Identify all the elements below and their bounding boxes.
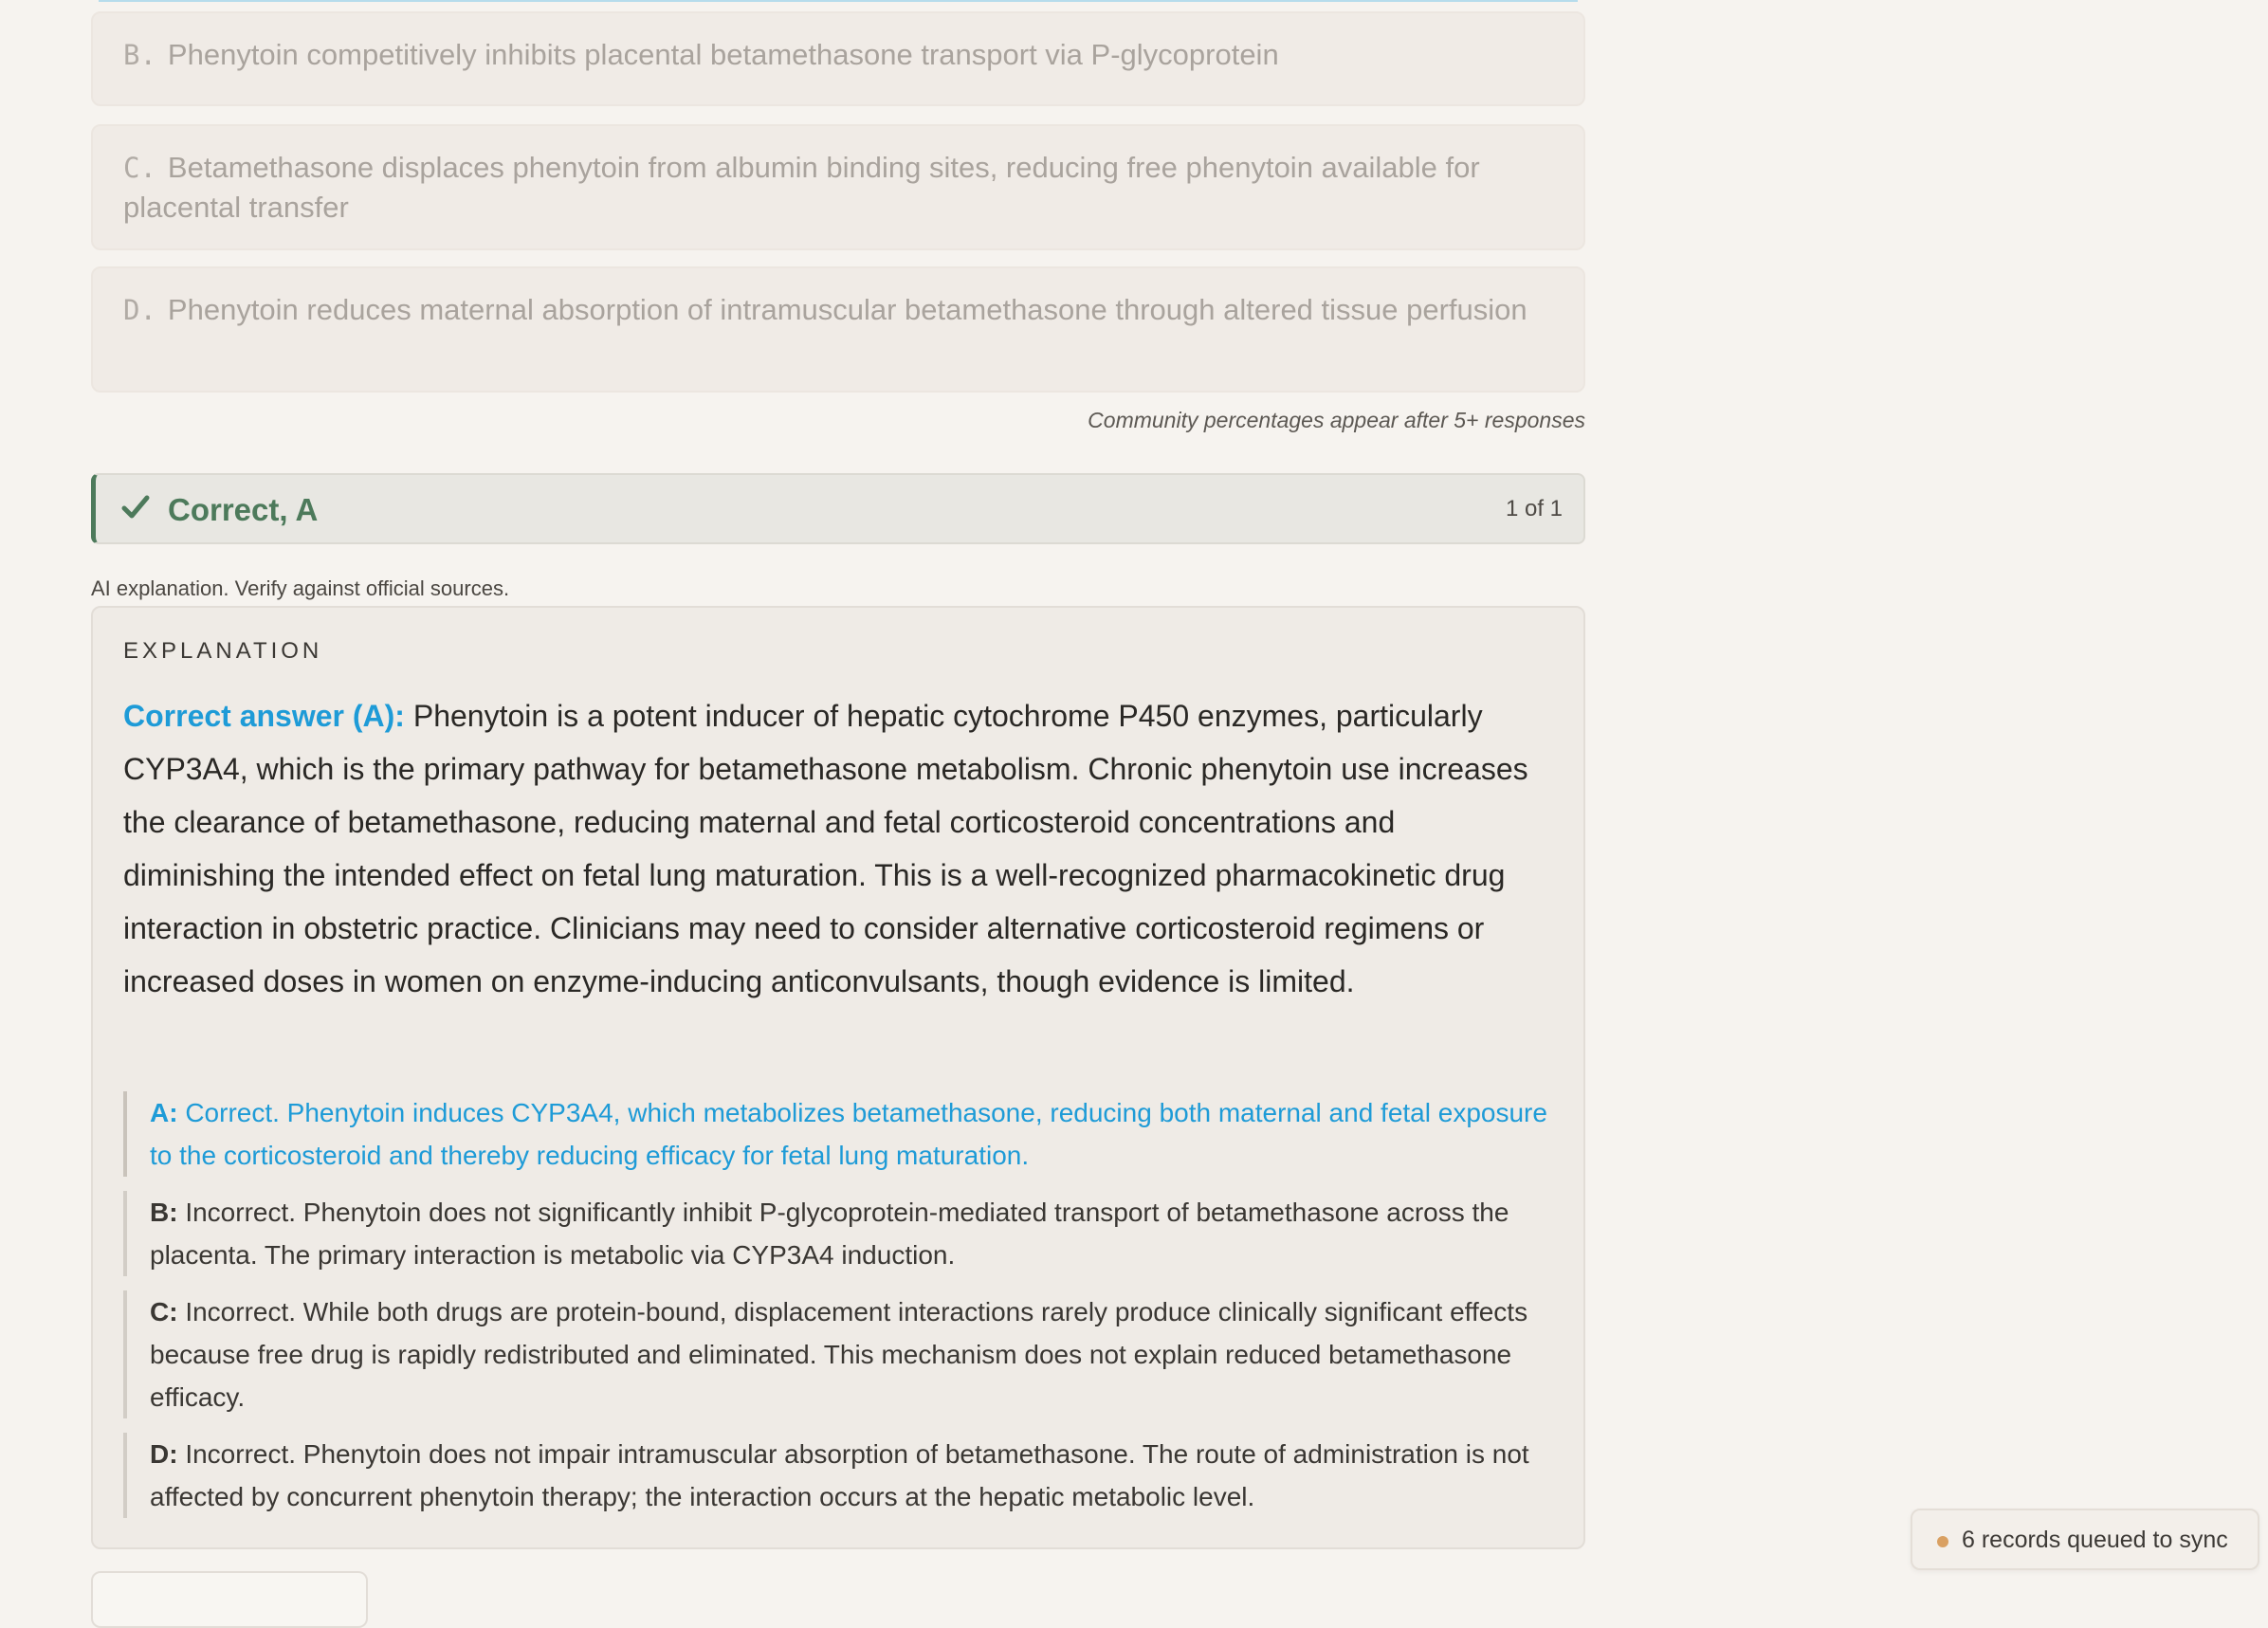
ai-disclaimer: AI explanation. Verify against official sources.: [91, 576, 510, 600]
option-text: Betamethasone displaces phenytoin from albumin binding sites, reducing free phenytoin available for placental transfer: [123, 151, 1480, 224]
result-banner: [91, 473, 1585, 544]
answer-option-c[interactable]: [91, 124, 1585, 250]
sync-status-dot-icon: [1937, 1536, 1948, 1547]
rationale-label: C:: [150, 1297, 178, 1326]
selected-option-edge: [99, 0, 1578, 2]
rationale-text: Incorrect. Phenytoin does not impair intramuscular absorption of betamethasone. The route of administration is not affected by concurrent phenytoin therapy; the interaction occurs at the hepatic metabolic level.: [150, 1439, 1529, 1511]
option-rationales: [123, 1091, 1555, 1532]
explanation-heading: EXPLANATION: [123, 638, 323, 664]
checkmark-icon: [120, 492, 151, 527]
sync-status-toast[interactable]: [1911, 1509, 2259, 1570]
option-letter: D.: [123, 294, 156, 326]
answer-option-b[interactable]: [91, 11, 1585, 106]
result-title: Correct, A: [168, 492, 319, 527]
explanation-card: [91, 606, 1585, 1549]
rationale-c: [123, 1290, 1555, 1418]
sync-status-text: 6 records queued to sync: [1962, 1527, 2228, 1553]
rationale-text: Incorrect. Phenytoin does not significantly inhibit P-glycoprotein-mediated transport of betamethasone across the placenta. The primary interaction is metabolic via CYP3A4 induction.: [150, 1198, 1509, 1270]
explanation-text: Phenytoin is a potent inducer of hepatic cytochrome P450 enzymes, particularly CYP3A4, which is the primary pathway for betamethasone metabolism. Chronic phenytoin use increases the clearance of betamethasone, reducing maternal and fetal corticosteroid concentrations and diminishing the intended effect on fetal lung maturation. This is a well-recognized pharmacokinetic drug interaction in obstetric practice. Clinicians may need to consider alternative corticosteroid regimens or increased doses in women on enzyme-inducing anticonvulsants, though evidence is limited.: [123, 699, 1528, 998]
rationale-label: D:: [150, 1439, 178, 1469]
rationale-text: Correct. Phenytoin induces CYP3A4, which metabolizes betamethasone, reducing both maternal and fetal exposure to the corticosteroid and thereby reducing efficacy for fetal lung maturation.: [150, 1098, 1547, 1170]
rationale-d: [123, 1433, 1555, 1518]
explanation-body: [123, 689, 1546, 1008]
rationale-a: [123, 1091, 1555, 1177]
correct-answer-label: Correct answer (A):: [123, 699, 405, 733]
answer-option-d[interactable]: [91, 266, 1585, 393]
rationale-text: Incorrect. While both drugs are protein-bound, displacement interactions rarely produce clinically significant effects because free drug is rapidly redistributed and eliminated. This mechanism does not explain reduced betamethasone efficacy.: [150, 1297, 1528, 1412]
next-action-button[interactable]: [91, 1571, 368, 1628]
option-text: Phenytoin reduces maternal absorption of intramuscular betamethasone through altered tissue perfusion: [167, 293, 1527, 326]
rationale-b: [123, 1191, 1555, 1276]
rationale-label: A:: [150, 1098, 178, 1127]
community-percentages-note: Community percentages appear after 5+ responses: [1088, 408, 1585, 432]
rationale-label: B:: [150, 1198, 178, 1227]
option-letter: B.: [123, 39, 156, 71]
option-text: Phenytoin competitively inhibits placental betamethasone transport via P-glycoprotein: [167, 38, 1279, 71]
result-count: 1 of 1: [1505, 496, 1563, 521]
option-letter: C.: [123, 152, 156, 184]
